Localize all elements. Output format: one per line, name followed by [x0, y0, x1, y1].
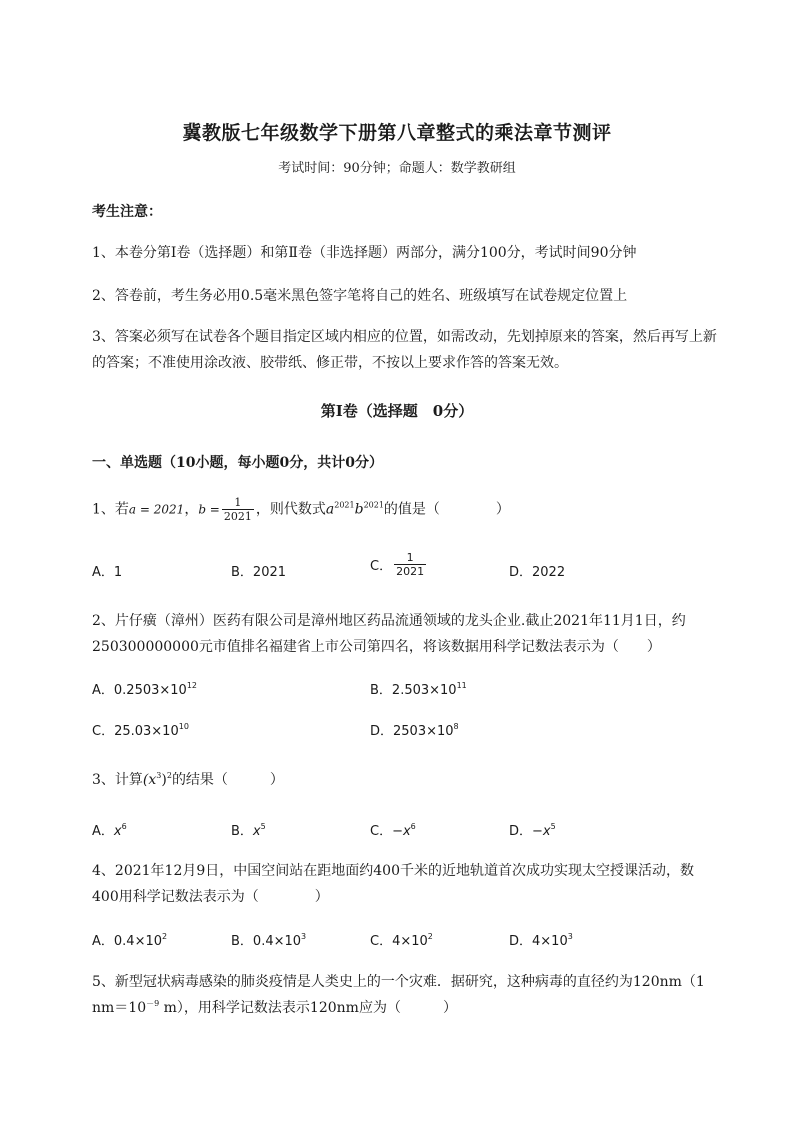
question-4-line-1: 4、2021年12月9日，中国空间站在距地面约400千米的近地轨道首次成功实现太空授课活动，数 [92, 863, 694, 879]
q2-option-c-exponent: 10 [178, 722, 189, 731]
q4-option-d-text: D．4×10 [509, 934, 568, 949]
q2-option-b-exponent: 11 [456, 681, 467, 690]
q1-middle: ，则代数式 [255, 501, 326, 518]
notice-heading: 考生注意： [92, 204, 162, 220]
q2-option-d-text: D．2503×10 [370, 724, 454, 739]
q3-option-c-base: −x [392, 824, 411, 839]
q3-option-d-label: D． [509, 824, 533, 839]
q3-option-a-base: x [113, 824, 122, 839]
question-2-line-2: 250300000000元市值排名福建省上市公司第四名，将该数据用科学记数法表示为（ ） [92, 639, 661, 655]
q3-option-c-label: C． [370, 824, 393, 839]
q3-option-b-base: x [252, 824, 261, 839]
q3-option-c[interactable] [370, 820, 416, 839]
q4-option-b-exponent: 3 [301, 932, 307, 941]
q1-option-c-denominator: 2021 [396, 565, 425, 578]
q4-option-c-text: C．4×10 [370, 934, 428, 949]
q3-option-b-exponent: 5 [260, 822, 266, 831]
q1-b-lhs: b = [198, 502, 220, 517]
q4-option-a[interactable] [92, 930, 167, 949]
q1-exp-a: 2021 [334, 500, 355, 510]
page-title: 冀教版七年级数学下册第八章整式的乘法章节测评 [182, 122, 612, 144]
q3-option-c-exponent: 6 [410, 822, 416, 831]
q3-option-d[interactable] [509, 820, 556, 839]
q3-option-a-label: A． [92, 824, 114, 839]
q1-b-fraction [222, 496, 254, 523]
q3-option-d-exponent: 5 [550, 822, 556, 831]
q5-line-2-pre: nm＝10 [92, 1000, 147, 1016]
q1-exp-b: 2021 [363, 500, 384, 510]
q4-option-d-exponent: 3 [567, 932, 573, 941]
q1-a-expression: a = 2021 [128, 502, 185, 517]
q4-option-c[interactable] [370, 930, 433, 949]
q1-option-c-label: C． [370, 559, 393, 574]
q4-option-b-text: B．0.4×10 [231, 934, 302, 949]
question-3 [92, 769, 284, 789]
q3-option-a-exponent: 6 [121, 822, 127, 831]
q2-option-d-exponent: 8 [453, 722, 459, 731]
question-4-line-2: 400用科学记数法表示为（ ） [92, 889, 329, 905]
q2-option-c[interactable] [92, 720, 189, 739]
q4-option-c-exponent: 2 [427, 932, 433, 941]
q1-b-numerator: 1 [222, 496, 254, 510]
q3-option-b[interactable] [231, 820, 266, 839]
q2-option-c-text: C．25.03×10 [92, 724, 179, 739]
q3-inner-exponent: 3 [156, 771, 162, 780]
part-heading: 一、单选题（10小题，每小题0分，共计0分） [92, 455, 383, 471]
q2-option-a-exponent: 12 [186, 681, 198, 690]
q2-option-a[interactable] [92, 679, 197, 698]
notice-item-1: 1、本卷分第Ⅰ卷（选择题）和第Ⅱ卷（非选择题）两部分，满分100分，考试时间90分钟 [92, 245, 637, 261]
q3-prefix: 3、计算 [92, 772, 143, 788]
q2-option-b[interactable] [370, 679, 467, 698]
q3-expr-base: (x [142, 772, 157, 788]
q2-option-a-text: A．0.2503×10 [92, 683, 187, 698]
q2-option-b-text: B．2.503×10 [370, 683, 457, 698]
q2-option-d[interactable] [370, 720, 459, 739]
q4-option-b[interactable] [231, 930, 306, 949]
question-1: 1、若a = 2021，b = $\frac{1}{2021}$ ，则代数式$a^{2021}b^{2021}$的值是（ ） [92, 496, 510, 523]
q1-option-c-fraction [394, 551, 426, 578]
q3-outer-exponent: 2 [166, 771, 172, 780]
q5-exponent: －9 [146, 999, 160, 1008]
q3-option-d-base: −x [532, 824, 551, 839]
q1-b-denominator: 2021 [223, 510, 252, 523]
q4-option-a-text: A．0.4×10 [92, 934, 163, 949]
q1-option-d[interactable]: D．2022 [509, 565, 566, 580]
q3-option-a[interactable] [92, 820, 127, 839]
q1-base-a: a [325, 501, 335, 518]
q1-option-c[interactable] [370, 551, 428, 578]
q5-line-2-post: m），用科学记数法表示120nm应为（ ） [159, 1000, 457, 1016]
question-5-line-2 [92, 997, 457, 1017]
q3-suffix: 的结果（ ） [171, 772, 284, 788]
notice-item-2: 2、答卷前，考生务必用0.5毫米黑色签字笔将自己的姓名、班级填写在试卷规定位置上 [92, 288, 628, 304]
section-title: 第Ⅰ卷（选择题 0分） [320, 402, 474, 420]
q1-option-b[interactable]: B．2021 [231, 565, 287, 580]
exam-info: 考试时间：90分钟；命题人：数学教研组 [278, 161, 516, 176]
q4-option-d[interactable] [509, 930, 573, 949]
notice-item-3-line-2: 的答案；不准使用涂改液、胶带纸、修正带，不按以上要求作答的答案无效。 [92, 355, 568, 371]
q1-prefix: 1、若 [92, 501, 129, 518]
q3-option-b-label: B． [231, 824, 253, 839]
question-5-line-1: 5、新型冠状病毒感染的肺炎疫情是人类史上的一个灾难．据研究，这种病毒的直径约为120nm（1 [92, 974, 705, 990]
notice-item-3-line-1: 3、答案必须写在试卷各个题目指定区域内相应的位置，如需改动，先划掉原来的答案，然后再写上新 [92, 329, 717, 345]
q1-option-a[interactable]: A．1 [92, 565, 123, 580]
question-2-line-1: 2、片仔癀（漳州）医药有限公司是漳州地区药品流通领域的龙头企业.截止2021年11月1日，约 [92, 613, 686, 629]
q1-base-b: b [354, 501, 364, 518]
q3-expr-close: ) [161, 772, 167, 788]
q1-suffix: 的值是（ ） [383, 501, 510, 518]
q4-option-a-exponent: 2 [162, 932, 168, 941]
q1-option-c-numerator: 1 [394, 551, 426, 565]
